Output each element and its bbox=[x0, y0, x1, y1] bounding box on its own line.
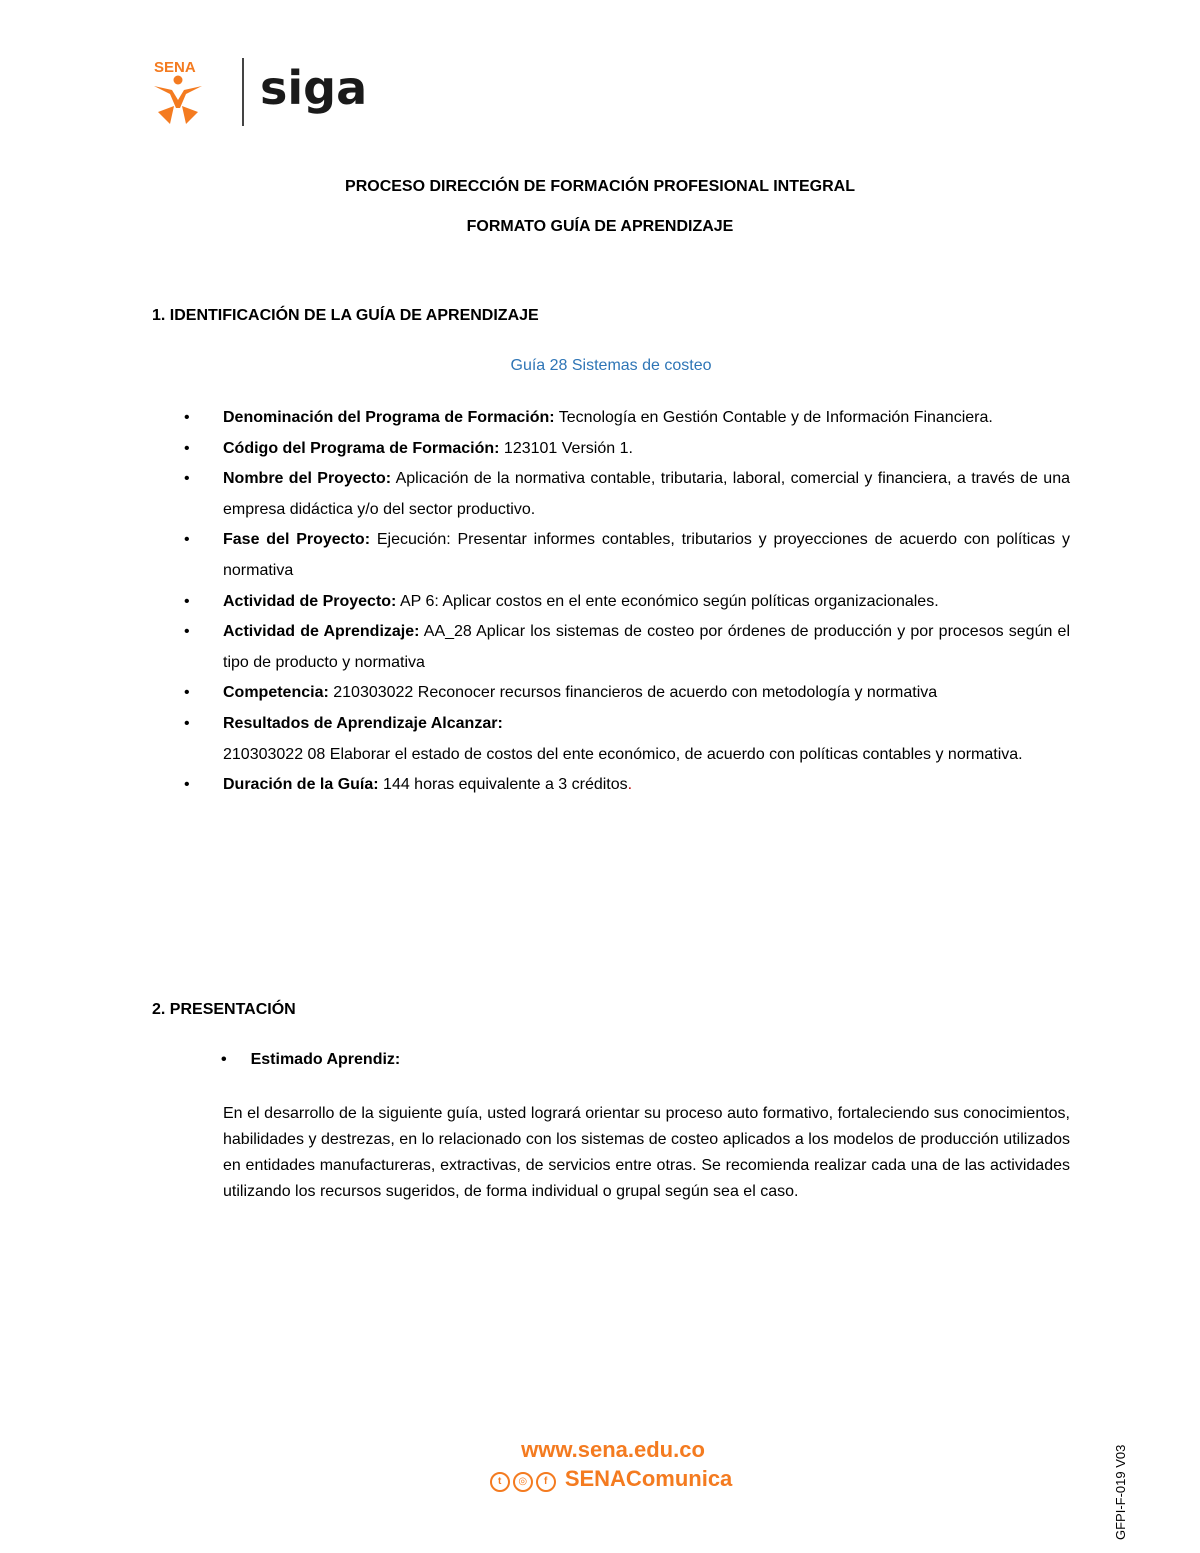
svg-text:SENA: SENA bbox=[154, 59, 196, 76]
section-presentation-heading: 2. PRESENTACIÓN bbox=[152, 1001, 296, 1018]
identification-list bbox=[183, 403, 1070, 801]
list-item-learning-results: • Resultados de Aprendizaje Alcanzar: 210303022 08 Elaborar el estado de costos del ente económico, de acuerdo con políticas contables y normativa. bbox=[183, 709, 1070, 770]
document-code: GFPI-F-019 V03 bbox=[1113, 1444, 1128, 1540]
list-item-project-activity: • Actividad de Proyecto: AP 6: Aplicar costos en el ente económico según políticas organizacionales. bbox=[183, 587, 1070, 618]
list-item-competence: • Competencia: 210303022 Reconocer recursos financieros de acuerdo con metodología y normativa bbox=[183, 678, 1070, 709]
footer-website-link[interactable]: www.sena.edu.co bbox=[521, 1437, 705, 1462]
list-item-project-phase: • Fase del Proyecto: Ejecución: Presentar informes contables, tributarios y proyecciones de acuerdo con políticas y normativa bbox=[183, 525, 1070, 586]
footer-social-handle: SENAComunica bbox=[564, 1466, 733, 1491]
twitter-icon[interactable]: t bbox=[490, 1472, 510, 1492]
instagram-icon[interactable]: ◎ bbox=[513, 1472, 533, 1492]
sena-logo bbox=[154, 59, 202, 124]
facebook-icon[interactable]: f bbox=[536, 1472, 556, 1492]
list-item-program-name: • Denominación del Programa de Formación: Tecnología en Gestión Contable y de Información Financiera. bbox=[183, 403, 1070, 434]
guide-title: Guía 28 Sistemas de costeo bbox=[510, 357, 712, 374]
list-item-program-code: • Código del Programa de Formación: 123101 Versión 1. bbox=[183, 434, 1070, 465]
siga-logo: siga bbox=[260, 61, 368, 115]
sena-siga-logo bbox=[150, 52, 390, 132]
format-title: FORMATO GUÍA DE APRENDIZAJE bbox=[466, 218, 734, 235]
process-title: PROCESO DIRECCIÓN DE FORMACIÓN PROFESIONAL INTEGRAL bbox=[345, 178, 855, 195]
presentation-paragraph: En el desarrollo de la siguiente guía, usted logrará orientar su proceso auto formativo, fortaleciendo sus conocimientos, habilidades y destrezas, en lo relacionado con los sistemas de costeo aplicados a los modelos de producción utilizados en entidades manufactureras, extractivas, de servicios entre otras. Se recomienda realizar cada una de las actividades utilizando los recursos sugeridos, de forma individual o grupal según sea el caso. bbox=[223, 1105, 1070, 1200]
footer-social bbox=[0, 1466, 1200, 1492]
presentation-greeting: • Estimado Aprendiz: bbox=[221, 1051, 400, 1069]
list-item-learning-activity: • Actividad de Aprendizaje: AA_28 Aplicar los sistemas de costeo por órdenes de producción y por procesos según el tipo de producto y normativa bbox=[183, 617, 1070, 678]
list-item-duration: • Duración de la Guía: 144 horas equivalente a 3 créditos. bbox=[183, 770, 1070, 801]
list-item-project-name: • Nombre del Proyecto: Aplicación de la normativa contable, tributaria, laboral, comercial y financiera, a través de una empresa didáctica y/o del sector productivo. bbox=[183, 464, 1070, 525]
section-identification-heading: 1. IDENTIFICACIÓN DE LA GUÍA DE APRENDIZAJE bbox=[152, 307, 539, 324]
